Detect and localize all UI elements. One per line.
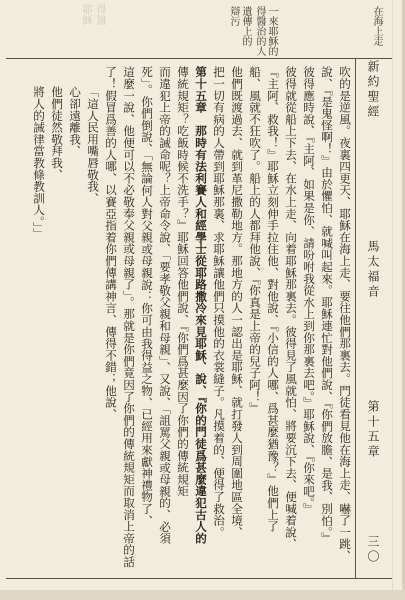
top-rule — [6, 58, 392, 59]
poem-line-2: 心卻遠離我、 — [68, 86, 82, 157]
margin-note-top: 在海上走 — [371, 6, 382, 46]
header-rule — [355, 58, 356, 578]
text-column-2: 說、『是鬼怪啊！』由於懼怕、就喊叫起來。耶穌連忙對他們說、『你們放膽、是我、別怕。』 — [320, 66, 334, 545]
ghost-note-1: 得醫 — [94, 4, 105, 26]
text-column-12: 死」。你們倒說、「無論何人對父親或母親說：你可由我得益之物、已經用來獻神禮物了、 — [140, 66, 154, 527]
paper-bottom-edge — [0, 590, 405, 600]
text-column-13: 這麼一說、他便可以不必敬奉父親或母親了」。那就是你們竟因了你們的傳統規矩而取消上帝的話 — [122, 66, 136, 568]
text-column-10: 傳統規矩？吃飯時候不洗手？』耶穌回答他們說、『你們爲甚麼因了你們的傳統規矩 — [176, 66, 190, 497]
gospel-name: 馬太福音 — [366, 240, 380, 300]
page-crease — [392, 0, 393, 600]
text-column-14: 了！假冒爲善的人哪、以賽亞指着你們傳講神言、傳得不錯；他說、 — [104, 66, 118, 420]
text-column-4: 彼得就從船上下去、在水上走、向着耶穌那裏去。彼得見了風就怕、將要沉下去、便喊着說、 — [284, 66, 298, 550]
text-column-5: 『主阿、救我！』耶穌立刻伸手拉住他、對他說、『小信的人哪、爲甚麼猶豫？』他們上了 — [266, 66, 280, 533]
margin-note-1: 一來耶穌的 — [266, 6, 277, 56]
text-column-9: 第十五章 那時有法利賽人和經學士從耶路撒冷來見耶穌、說、『你的門徒爲甚麼違犯古人的 — [194, 66, 208, 544]
poem-line-4: 將人的誡律當教條教訓人。」」 — [32, 86, 46, 240]
poem-line-1: 「這人民用嘴唇敬我、 — [86, 86, 100, 204]
text-column-6: 船、風就不狂吹了。船上的人都拜他說、『你真是上帝的兒子阿！』 — [248, 66, 262, 415]
text-column-8: 把一切有病的人帶到耶穌那裏、求耶穌讓他們只摸他的衣裳縫子。凡摸着的、便得了救治。 — [212, 66, 226, 538]
ghost-note-2: 耶穌 — [80, 4, 91, 26]
book-title: 新約聖經 — [366, 60, 380, 120]
chapter-heading: 第十五章 — [366, 400, 380, 460]
margin-note-2: 得醫治的人 — [254, 6, 265, 56]
page-number: 三〇 — [366, 535, 380, 565]
text-column-1: 吹的是逆風。夜裏四更天、耶穌在海上走、要往他們那裏去。門徒看見他在海上走、嚇了一跳、 — [338, 66, 352, 562]
text-column-11: 而違犯上帝的誡命呢？上帝命令說、「要孝敬父親和母親」、又說、「詛罵父親或母親的、必須 — [158, 66, 172, 545]
text-column-7: 他們既渡過去、就到革尼撒勒地方。那地方的人一認出是耶穌、就打發人到周圍地區全境、 — [230, 66, 244, 538]
margin-note-3: 遺傳上的 — [240, 6, 251, 46]
poem-line-3: 他們徒然敬拜我、 — [50, 86, 64, 181]
margin-note-4: 辯污 — [228, 6, 239, 26]
text-column-3: 彼得應時說、『主阿、如果是你、請吩咐我從水上到你那裏去吧。』耶穌說、『你來吧。』 — [302, 66, 316, 515]
